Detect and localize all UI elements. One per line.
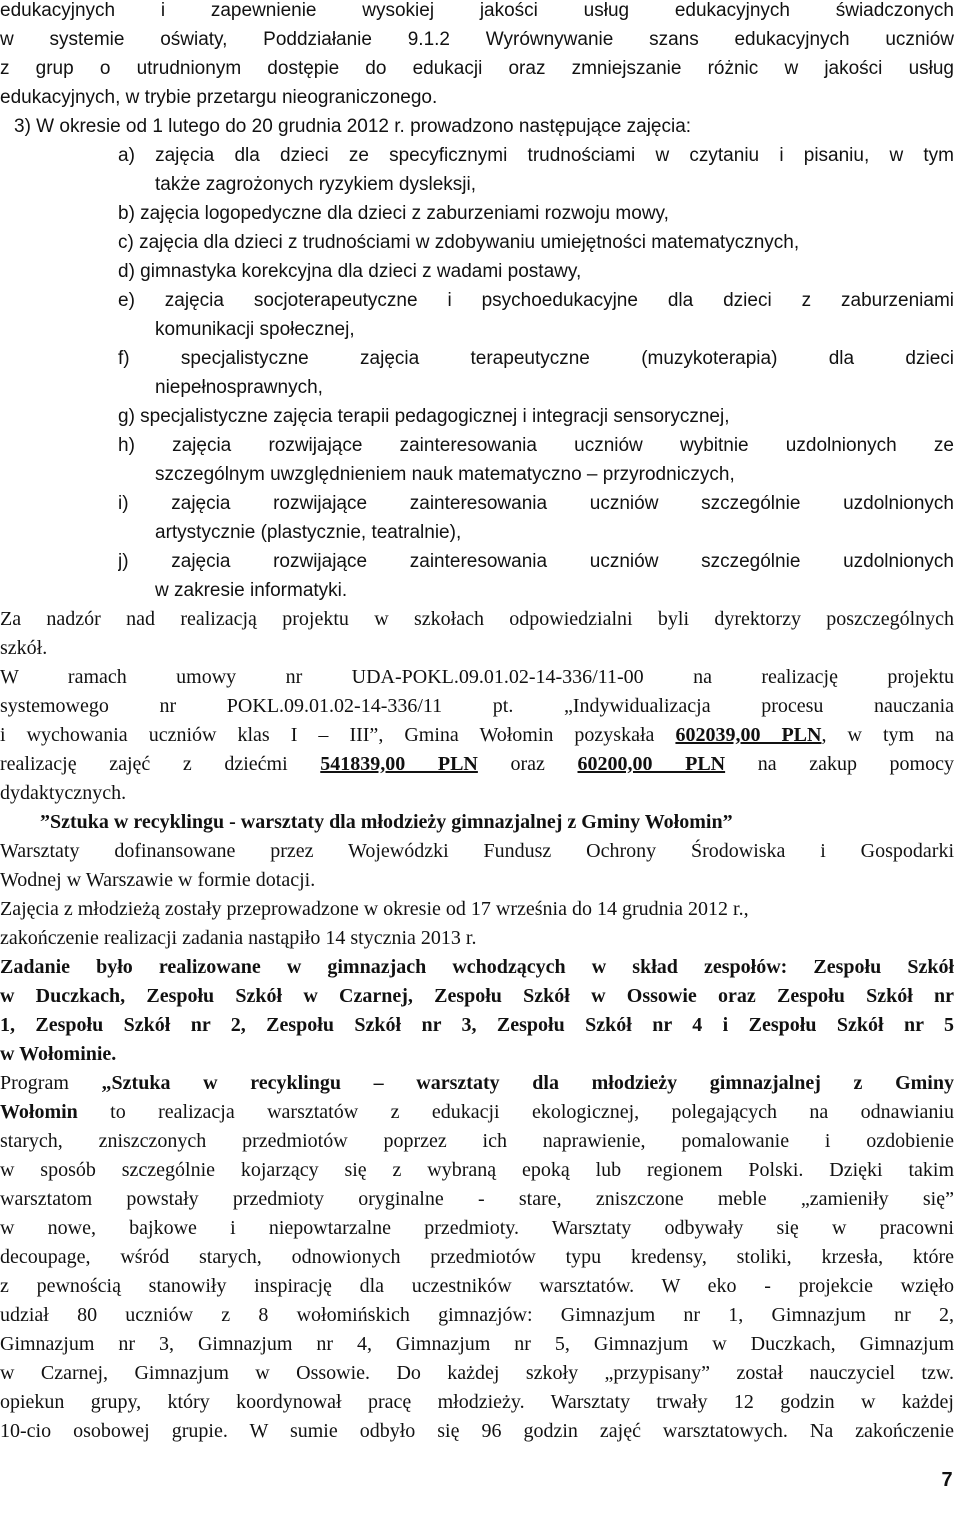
text-line: Program „Sztuka w recyklingu – warsztaty dla młodzieży gimnazjalnej z Gminy	[0, 1072, 954, 1094]
text-line: starych, zniszczonych przedmiotów poprzez ich naprawienie, pomalowanie i ozdobienie	[0, 1130, 954, 1152]
amount-aids: 60200,00 PLN	[577, 753, 726, 775]
text-line: W ramach umowy nr UDA-POKL.09.01.02-14-336/11-00 na realizację projektu	[0, 666, 954, 688]
text-line: zakończenie realizacji zadania nastąpiło 14 stycznia 2013 r.	[0, 927, 477, 949]
amount-classes: 541839,00 PLN	[320, 753, 478, 775]
text-line: dydaktycznych.	[0, 782, 127, 804]
section-title: ”Sztuka w recyklingu - warsztaty dla młodzieży gimnazjalnej z Gminy Wołomin”	[40, 811, 733, 833]
text-line: 10-cio osobowej grupie. W sumie odbyło się 96 godzin zajęć warsztatowych. Na zakończenie	[0, 1420, 954, 1442]
page-number: 7	[941, 1469, 953, 1491]
list-item: a) zajęcia dla dzieci ze specyficznymi trudnościami w czytaniu i pisaniu, w tym	[118, 145, 954, 166]
list-item: c) zajęcia dla dzieci z trudnościami w zdobywaniu umiejętności matematycznych,	[118, 232, 800, 253]
text-line: z pewnością stanowiły inspirację dla uczestników warsztatów. W eko - projekcie wzięło	[0, 1275, 954, 1297]
text-line: Zajęcia z młodzieżą zostały przeprowadzone w okresie od 17 września do 14 grudnia 2012 r.,	[0, 898, 749, 920]
text-line: w Duczkach, Zespołu Szkół w Czarnej, Zespołu Szkół w Ossowie oraz Zespołu Szkół nr	[0, 985, 954, 1007]
text-line: w Wołominie.	[0, 1043, 117, 1065]
list-item: j) zajęcia rozwijające zainteresowania uczniów szczególnie uzdolnionych	[118, 551, 954, 572]
list-item: e) zajęcia socjoterapeutyczne i psychoedukacyjne dla dzieci z zaburzeniami	[118, 290, 954, 311]
text-line: szkół.	[0, 637, 48, 659]
list-item-continuation: niepełnosprawnych,	[155, 377, 323, 398]
text-line: Wodnej w Warszawie w formie dotacji.	[0, 869, 316, 891]
text-line: systemowego nr POKL.09.01.02-14-336/11 pt. „Indywidualizacja procesu nauczania	[0, 695, 954, 717]
list-item: f) specjalistyczne zajęcia terapeutyczne (muzykoterapia) dla dzieci	[118, 348, 954, 369]
text-line: i wychowania uczniów klas I – III”, Gmina Wołomin pozyskała 602039,00 PLN, w tym na	[0, 724, 954, 746]
list-item: h) zajęcia rozwijające zainteresowania uczniów wybitnie uzdolnionych ze	[118, 435, 954, 456]
text-line: edukacyjnych, w trybie przetargu nieograniczonego.	[0, 87, 438, 108]
list-item: g) specjalistyczne zajęcia terapii pedagogicznej i integracji sensorycznej,	[118, 406, 730, 427]
list-item: b) zajęcia logopedyczne dla dzieci z zaburzeniami rozwoju mowy,	[118, 203, 669, 224]
text-line: edukacyjnych i zapewnienie wysokiej jakości usług edukacyjnych świadczonych	[0, 0, 954, 21]
text-line: z grup o utrudnionym dostępie do edukacji oraz zmniejszanie różnic w jakości usług	[0, 58, 954, 79]
list-item-continuation: komunikacji społecznej,	[155, 319, 355, 340]
list-item-continuation: w zakresie informatyki.	[155, 580, 348, 601]
text-line: Warsztaty dofinansowane przez Wojewódzki Fundusz Ochrony Środowiska i Gospodarki	[0, 840, 954, 862]
list-item: d) gimnastyka korekcyjna dla dzieci z wadami postawy,	[118, 261, 582, 282]
text-line: Gimnazjum nr 3, Gimnazjum nr 4, Gimnazjum nr 5, Gimnazjum w Duczkach, Gimnazjum	[0, 1333, 954, 1355]
amount-total: 602039,00 PLN	[675, 724, 822, 746]
list-item-continuation: także zagrożonych ryzykiem dysleksji,	[155, 174, 476, 195]
list-item-continuation: artystycznie (plastycznie, teatralnie),	[155, 522, 462, 543]
text-line: Wołomin to realizacja warsztatów z edukacji ekologicznej, polegających na odnawianiu	[0, 1101, 954, 1123]
text-line: w systemie oświaty, Poddziałanie 9.1.2 Wyrównywanie szans edukacyjnych uczniów	[0, 29, 954, 50]
text-line: udział 80 uczniów z 8 wołomińskich gimnazjów: Gimnazjum nr 1, Gimnazjum nr 2,	[0, 1304, 954, 1326]
text-line: warsztatom powstały przedmioty oryginalne - stare, zniszczone meble „zamieniły się”	[0, 1188, 954, 1210]
text-line: w Czarnej, Gimnazjum w Ossowie. Do każdej szkoły „przypisany” został nauczyciel tzw.	[0, 1362, 954, 1384]
text-line: realizację zajęć z dziećmi 541839,00 PLN oraz 60200,00 PLN na zakup pomocy	[0, 753, 954, 775]
text-line: 1, Zespołu Szkół nr 2, Zespołu Szkół nr 3, Zespołu Szkół nr 4 i Zespołu Szkół nr 5	[0, 1014, 954, 1036]
list-item-continuation: szczególnym uwzględnieniem nauk matematyczno – przyrodniczych,	[155, 464, 735, 485]
text-line: Za nadzór nad realizacją projektu w szkołach odpowiedzialni byli dyrektorzy poszczególnych	[0, 608, 954, 630]
text-line: decoupage, wśród starych, odnowionych przedmiotów typu kredensy, stoliki, krzesła, które	[0, 1246, 954, 1268]
text-line: w sposób szczególnie kojarzący się z wybraną epoką lub regionem Polski. Dzięki takim	[0, 1159, 954, 1181]
section-heading: 3) W okresie od 1 lutego do 20 grudnia 2012 r. prowadzono następujące zajęcia:	[14, 116, 692, 137]
list-item: i) zajęcia rozwijające zainteresowania uczniów szczególnie uzdolnionych	[118, 493, 954, 514]
text-line: w nowe, bajkowe i niepowtarzalne przedmioty. Warsztaty odbywały się w pracowni	[0, 1217, 954, 1239]
text-line: Zadanie było realizowane w gimnazjach wchodzących w skład zespołów: Zespołu Szkół	[0, 956, 954, 978]
text-line: opiekun grupy, który koordynował pracę młodzieży. Warsztaty trwały 12 godzin w każdej	[0, 1391, 954, 1413]
